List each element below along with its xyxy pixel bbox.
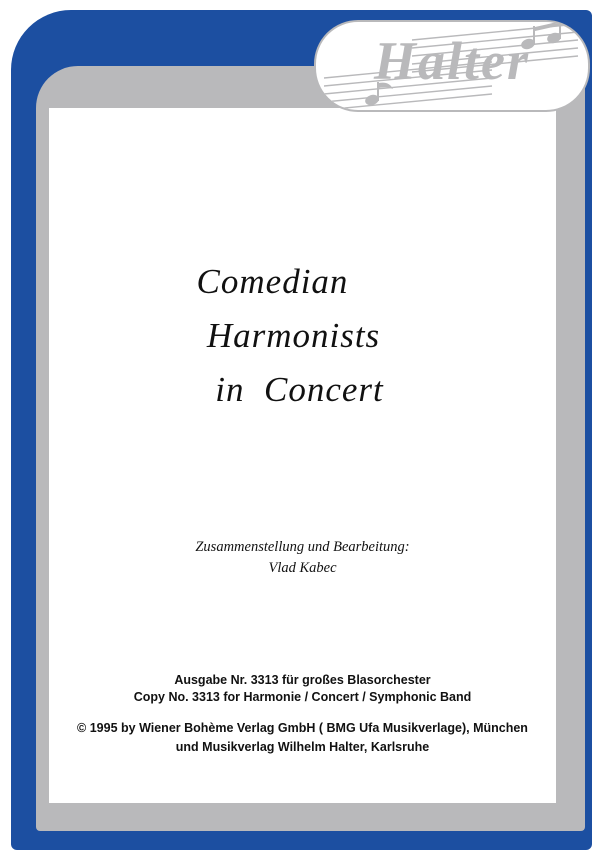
arranger-role-label: Zusammenstellung und Bearbeitung: <box>195 539 410 555</box>
title-line-2: Harmonists <box>206 316 381 355</box>
publisher-logo-text: Halter <box>374 31 530 91</box>
copyright-line-2: und Musikverlag Wilhelm Halter, Karlsruhe <box>175 740 430 754</box>
title-line-3: in Concert <box>215 370 384 409</box>
arranger-name: Vlad Kabec <box>268 560 337 576</box>
edition-line-german: Ausgabe Nr. 3313 für großes Blasorchester <box>174 673 431 687</box>
copyright-line-1: © 1995 by Wiener Bohème Verlag GmbH ( BMG Ufa Musikverlage), München <box>77 721 528 735</box>
copyright-notice <box>49 719 556 757</box>
edition-line-english: Copy No. 3313 for Harmonie / Concert / Symphonic Band <box>133 690 472 704</box>
page-title <box>49 255 556 417</box>
edition-info <box>49 672 556 706</box>
arranger-credit <box>49 536 556 579</box>
title-line-1: Comedian <box>196 262 349 301</box>
publisher-logo <box>314 20 590 112</box>
